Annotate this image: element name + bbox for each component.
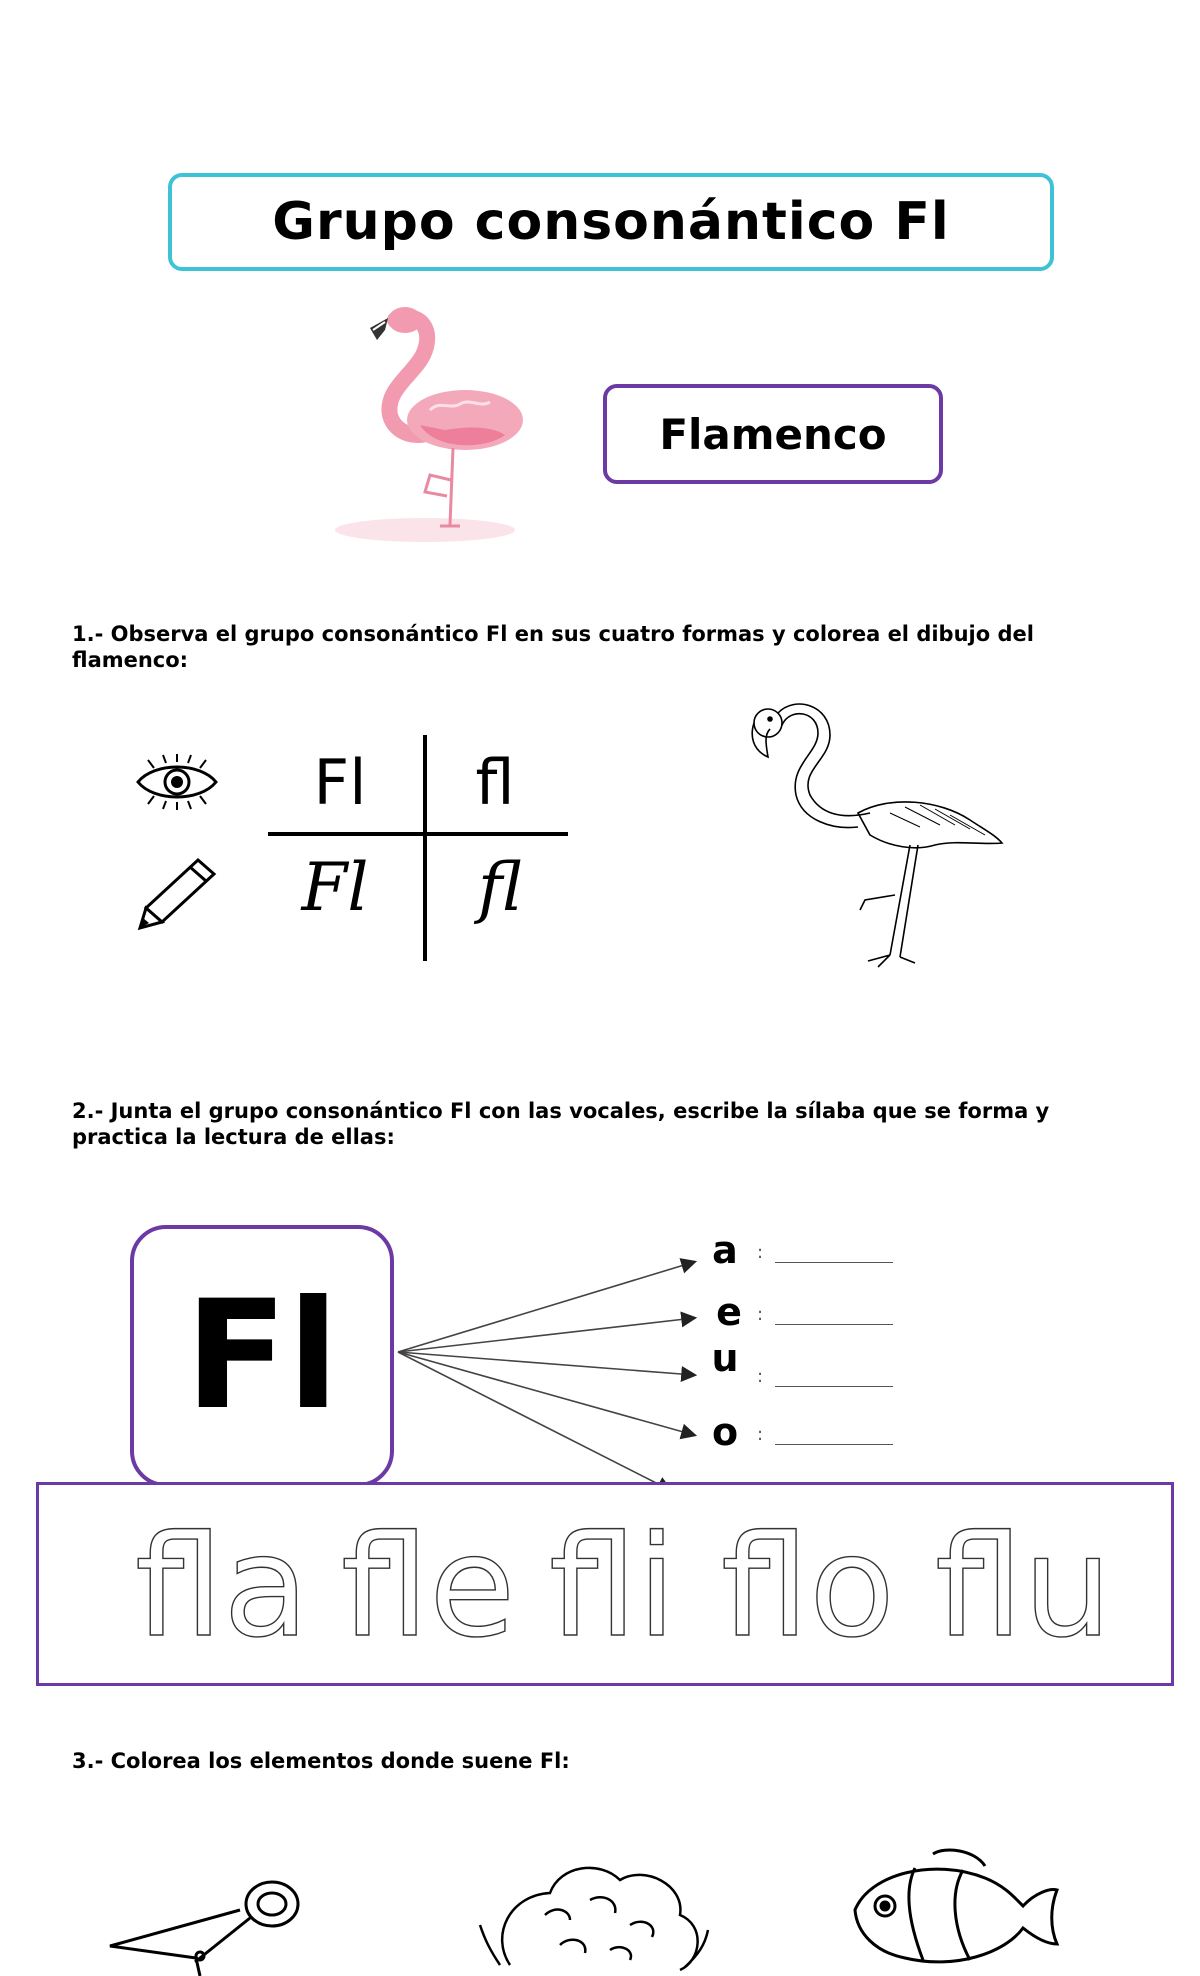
vowel-e: e — [716, 1290, 742, 1334]
vowel-u-colon: : — [757, 1366, 764, 1387]
grid-horizontal-line — [268, 832, 568, 836]
vowel-u-write-line[interactable] — [775, 1386, 893, 1387]
eye-icon — [134, 754, 220, 810]
scissors-image — [100, 1870, 310, 1976]
arrow-to-u — [398, 1352, 694, 1375]
pink-flamingo-image — [325, 300, 525, 550]
instruction-1: 1.- Observa el grupo consonántico Fl en sus cuatro formas y colorea el dibujo del flamenco: — [72, 622, 1034, 672]
instruction-2: 2.- Junta el grupo consonántico Fl con las vocales, escribe la sílaba que se forma y practica la lectura de ellas: — [72, 1099, 1050, 1149]
cauliflower-image — [470, 1855, 730, 1976]
fl-box — [130, 1225, 394, 1487]
syllables-outline — [39, 1485, 1171, 1683]
arrow-to-e — [398, 1318, 694, 1352]
form-lower-print: fl — [475, 746, 515, 819]
vowel-a-write-line[interactable] — [775, 1262, 893, 1263]
flamingo-outline-image — [740, 695, 1010, 980]
vowel-o-colon: : — [757, 1424, 764, 1445]
syllable-fli: fli — [549, 1506, 677, 1669]
syllable-fle: fle — [341, 1506, 516, 1669]
instruction-3: 3.- Colorea los elementos donde suene Fl: — [72, 1749, 570, 1773]
arrow-to-hidden — [398, 1352, 670, 1490]
grid-vertical-line — [423, 735, 427, 961]
page-title: Grupo consonántico Fl — [272, 192, 950, 252]
vowel-o: o — [711, 1410, 739, 1454]
word-box — [603, 384, 943, 484]
pencil-icon — [136, 856, 220, 932]
title-box — [168, 173, 1054, 271]
syllable-fla: fla — [135, 1506, 309, 1669]
vowel-u: u — [711, 1336, 739, 1380]
form-upper-print: Fl — [313, 746, 367, 819]
vowel-e-colon: : — [757, 1304, 764, 1325]
vowel-o-write-line[interactable] — [775, 1444, 893, 1445]
syllables-box — [36, 1482, 1174, 1686]
syllable-flo: flo — [721, 1506, 895, 1669]
vowel-e-write-line[interactable] — [775, 1324, 893, 1325]
connector-arrows — [390, 1240, 730, 1500]
fl-group-label: Fl — [185, 1269, 339, 1443]
arrow-to-a — [398, 1262, 694, 1352]
vowel-a: a — [712, 1228, 738, 1272]
form-upper-cursive: Fl — [301, 849, 369, 926]
syllable-flu: flu — [935, 1506, 1112, 1669]
form-lower-cursive: fl — [477, 849, 523, 926]
vowel-a-colon: : — [757, 1242, 764, 1263]
fish-image — [845, 1848, 1065, 1976]
word-label: Flamenco — [659, 409, 887, 459]
arrow-to-o — [398, 1352, 694, 1435]
